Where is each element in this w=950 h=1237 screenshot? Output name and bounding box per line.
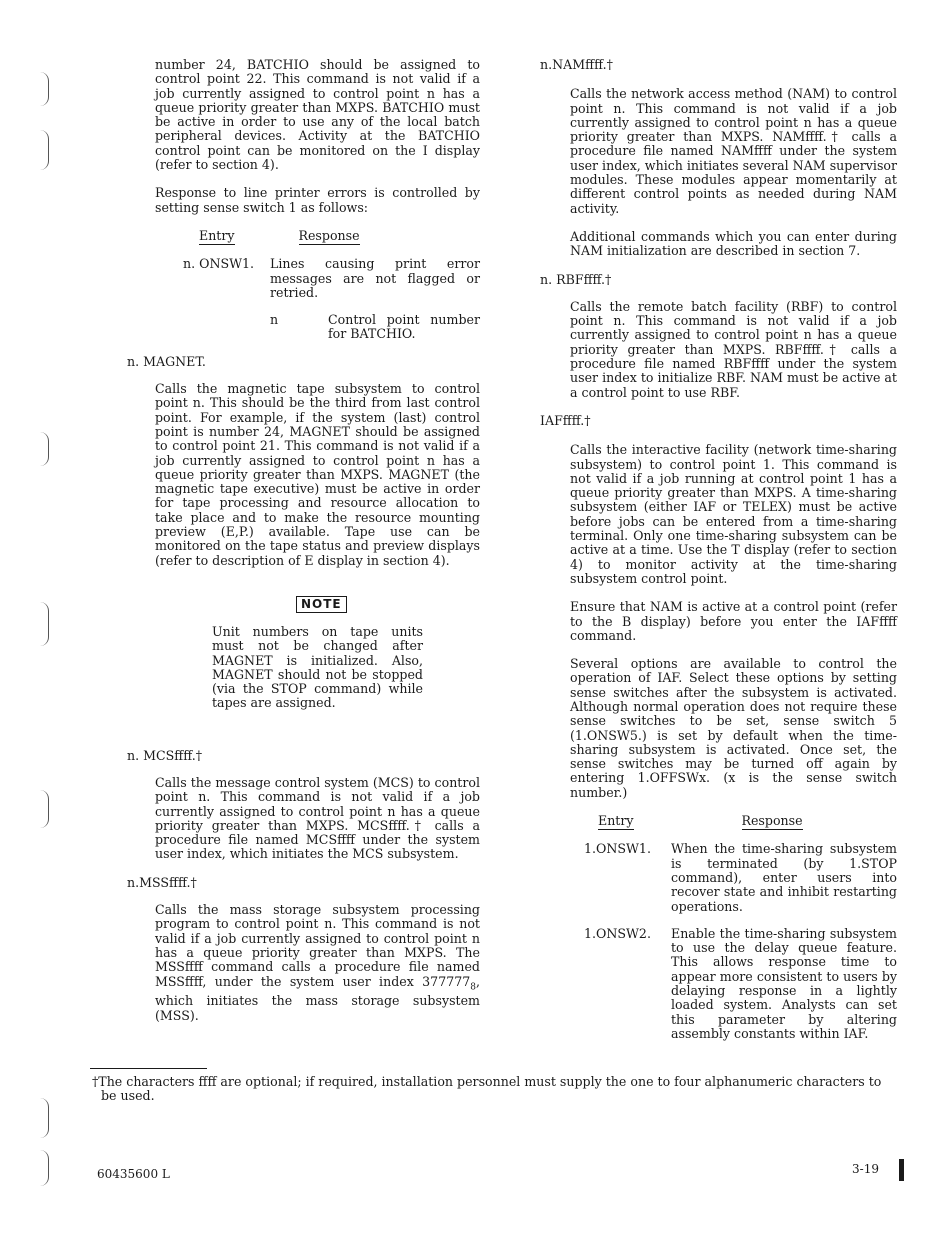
iaf-table-header bbox=[598, 814, 897, 830]
mcs-description: Calls the message control system (MCS) to control point n. This command is not valid if a job currently assigned to control point n has a queue priority greater than MXPS. MCSffff.† calls a procedure file named MCSffff under the system user index, which initiates the MCS subsystem. bbox=[155, 774, 480, 862]
iaf-command: IAFffff.† bbox=[540, 412, 591, 428]
right-column bbox=[540, 57, 898, 1054]
iaf-options: Several options are available to control the operation of IAF. Select these options by setting sense switches after the subsystem is activated. Although normal operation does not require these sense switches to be set, sense switch 5 (1.ONSW5.) is set by default when the time-sharing subsystem is activated. Once set, the sense switches may be turned off again by entering 1.OFFSWx. (x is the sense switch number.) bbox=[570, 656, 897, 800]
iaf-ensure: Ensure that NAM is active at a control point (refer to the B display) before you enter the IAFffff command. bbox=[570, 599, 897, 643]
sense-switch-table-header bbox=[199, 229, 480, 245]
entry-cell: 1.ONSW1. bbox=[584, 841, 651, 857]
response-cell: Control point number for BATCHIO. bbox=[328, 312, 480, 342]
binding-mark bbox=[40, 130, 49, 170]
table-row bbox=[570, 927, 897, 1041]
binding-mark bbox=[40, 1098, 49, 1138]
nam-additional: Additional commands which you can enter during NAM initialization are described in section 7. bbox=[570, 228, 897, 259]
magnet-description: Calls the magnetic tape subsystem to control point n. This should be the third from last control point. For example, if the system (last) control point is number 24, MAGNET should be assigned to control point 21. This command is not valid if a job currently assigned to control point n has a queue priority greater than MXPS. MAGNET (the magnetic tape executive) must be active in order for tape processing and resource allocation to take place and to make the resource mounting preview (E,P.) available. Tape use can be monitored on the tape status and preview displays (refer to description of E display in section 4). bbox=[155, 381, 480, 568]
response-cell: When the time-sharing subsystem is terminated (by 1.STOP command), enter users into recover state and inhibit restarting operations. bbox=[671, 841, 897, 914]
footnote bbox=[92, 1075, 892, 1104]
binding-mark bbox=[40, 602, 49, 646]
response-heading: Response bbox=[299, 229, 360, 245]
entry-cell: n bbox=[270, 312, 279, 328]
binding-mark bbox=[40, 72, 49, 106]
document-number: 60435600 L bbox=[97, 1167, 170, 1181]
table-row bbox=[155, 313, 480, 342]
mss-description-end: , which initiates the mass storage subsystem (MSS). bbox=[155, 973, 480, 1023]
left-column bbox=[127, 57, 480, 1037]
entry-cell: n. ONSW1. bbox=[183, 256, 255, 272]
mss-command: n.MSSffff.† bbox=[127, 874, 197, 890]
response-heading: Response bbox=[742, 814, 803, 830]
page-number: 3-19 bbox=[852, 1162, 879, 1176]
table-row bbox=[155, 257, 480, 300]
note-text: Unit numbers on tape units must not be changed after MAGNET is initialized. Also, MAGNET should not be stopped (via the STOP command) while tapes are assigned. bbox=[212, 623, 423, 711]
note bbox=[155, 596, 480, 711]
binding-mark bbox=[40, 790, 49, 828]
mss-description-text: Calls the mass storage subsystem processing program to control point n. This command is not valid if a job currently assigned to control point n has a queue priority greater than MXPS. The MSSffff command calls a procedure file named MSSffff, under the system user index 377777 bbox=[155, 902, 480, 989]
binding-mark bbox=[40, 1150, 49, 1186]
nam-command: n.NAMffff.† bbox=[540, 57, 613, 72]
response-cell: Enable the time-sharing subsystem to use the delay queue feature. This allows response time to appear more consistent to users by delaying response in a lightly loaded system. Analysts can set this parameter by altering assembly constants within IAF. bbox=[671, 925, 897, 1041]
rbf-description: Calls the remote batch facility (RBF) to control point n. This command is not valid if a job currently assigned to control point n has a queue priority greater than MXPS. RBFffff.† calls a procedure file named RBFffff under the system user index to initialize RBF. NAM must be active at a control point to use RBF. bbox=[570, 298, 897, 400]
iaf-description: Calls the interactive facility (network time-sharing subsystem) to control point 1. This command is not valid if a job running at control point 1 has a queue priority greater than MXPS. A time-sharing subsystem (either IAF or TELEX) must be active before jobs can be entered from a time-sharing terminal. Only one time-sharing subsystem can be active at a time. Use the T display (refer to section 4) to monitor activity at the time-sharing subsystem control point. bbox=[570, 442, 897, 586]
rbf-command: n. RBFffff.† bbox=[540, 271, 612, 287]
entry-heading: Entry bbox=[598, 814, 634, 830]
binding-mark bbox=[40, 432, 49, 466]
mss-description bbox=[155, 903, 480, 1023]
table-row bbox=[570, 842, 897, 913]
mcs-command: n. MCSffff.† bbox=[127, 747, 203, 763]
entry-cell: 1.ONSW2. bbox=[584, 925, 651, 941]
octal-subscript: 8 bbox=[470, 982, 476, 993]
footnote-line: be used. bbox=[101, 1088, 155, 1104]
response-cell: Lines causing print error messages are not flagged or retried. bbox=[270, 256, 480, 300]
change-bar bbox=[899, 1159, 904, 1181]
batchio-continued: number 24, BATCHIO should be assigned to control point 22. This command is not valid if a job currently assigned to control point n has a queue priority greater than MXPS. BATCHIO must be active in order to use any of the local batch peripheral devices. Activity at the BATCHIO control point can be monitored on the I display (refer to section 4). bbox=[155, 57, 480, 173]
footnote-line: †The characters ffff are optional; if required, installation personnel must supply the one to four alphanumeric characters to bbox=[92, 1074, 882, 1089]
entry-heading: Entry bbox=[199, 229, 235, 245]
nam-description: Calls the network access method (NAM) to control point n. This command is not valid if a job currently assigned to control point n has a queue priority greater than MXPS. NAMffff.† calls a procedure file named NAMffff under the system user index, which initiates several NAM supervisor modules. These modules appear momentarily at different control points as needed during NAM activity. bbox=[570, 86, 898, 216]
footnote-rule bbox=[90, 1068, 207, 1069]
printer-error-intro: Response to line printer errors is controlled by setting sense switch 1 as follows: bbox=[155, 185, 480, 215]
magnet-command: n. MAGNET. bbox=[127, 353, 206, 369]
note-label: NOTE bbox=[296, 596, 347, 613]
